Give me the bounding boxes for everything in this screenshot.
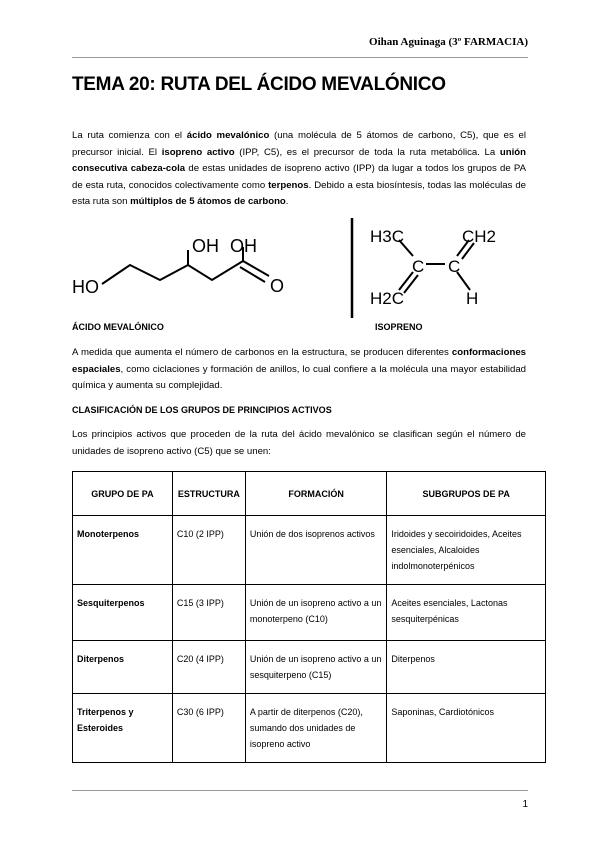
table-cell: Sesquiterpenos: [73, 585, 173, 641]
isoprene-c2-label: C: [448, 257, 461, 276]
section-heading: CLASIFICACIÓN DE LOS GRUPOS DE PRINCIPIOS ACTIVOS: [72, 405, 332, 415]
table-row: [73, 694, 546, 763]
table-header-cell: GRUPO DE PA: [73, 472, 173, 516]
intro-paragraph: La ruta comienza con el ácido mevalónico (una molécula de 5 átomos de carbono, C5), que es el precursor inicial. El isopreno activo (IPP, C5), es el precursor de toda la ruta metabólica. La unión consecutiva cabeza-cola de estas unidades de isopreno activo (IPP) da lugar a todos los grupos de PA de esta ruta, conocidos colectivamente como terpenos. Debido a esta biosíntesis, todas las moléculas de esta ruta son múltiplos de 5 átomos de carbono.: [72, 130, 527, 207]
classification-paragraph: Los principios activos que proceden de la ruta del ácido mevalónico se clasifican según el número de unidades de isopreno activo (C5) que se unen:: [72, 429, 526, 457]
table-header-cell: ESTRUCTURA: [172, 472, 245, 516]
table-cell: Diterpenos: [387, 641, 546, 694]
mevalonic-ho-label: HO: [72, 277, 99, 297]
footer-divider: [72, 790, 528, 791]
table-cell: Monoterpenos: [73, 516, 173, 585]
isoprene-c1-label: C: [412, 257, 425, 276]
table-cell: Aceites esenciales, Lactonas sesquiterpénicas: [387, 585, 546, 641]
mevalonic-oh-label-2: OH: [230, 236, 257, 256]
table-header-cell: FORMACIÓN: [245, 472, 387, 516]
chemical-structures: [72, 214, 528, 324]
table-row: [73, 516, 546, 585]
table-row: [73, 585, 546, 641]
table-row: [73, 641, 546, 694]
table-cell: A partir de diterpenos (C20), sumando dos unidades de isopreno activo: [245, 694, 387, 763]
classification-table: [72, 471, 546, 763]
isoprene-structure: [370, 227, 496, 308]
table-header-row: [73, 472, 546, 516]
isoprene-ch2-label: CH2: [462, 227, 497, 246]
table-cell: C10 (2 IPP): [172, 516, 245, 585]
mevalonic-oh-label-1: OH: [192, 236, 219, 256]
table-cell: Unión de un isopreno activo a un monoterpeno (C10): [245, 585, 387, 641]
isoprene-h-label: H: [466, 289, 479, 308]
page-title: TEMA 20: RUTA DEL ÁCIDO MEVALÓNICO: [72, 74, 446, 95]
isoprene-h3c-label: H3C: [370, 227, 405, 246]
table-cell: C30 (6 IPP): [172, 694, 245, 763]
table-cell: Iridoides y secoiridoides, Aceites esenciales, Alcaloides indolmonoterpénicos: [387, 516, 546, 585]
table-cell: Triterpenos y Esteroides: [73, 694, 173, 763]
table-cell: C20 (4 IPP): [172, 641, 245, 694]
table-cell: C15 (3 IPP): [172, 585, 245, 641]
table-cell: Unión de un isopreno activo a un sesquiterpeno (C15): [245, 641, 387, 694]
mevalonic-o-label: O: [270, 276, 285, 296]
table-header-cell: SUBGRUPOS DE PA: [387, 472, 546, 516]
isoprene-caption: ISOPRENO: [375, 322, 423, 332]
mevalonic-acid-structure: [72, 236, 284, 297]
page-number: 1: [522, 799, 528, 810]
conformations-paragraph: A medida que aumenta el número de carbonos en la estructura, se producen diferentes conformaciones espaciales, como ciclaciones y formación de anillos, lo cual confiere a la molécula una mayor estabilidad química y aumenta su complejidad.: [72, 347, 526, 391]
table-cell: Unión de dos isoprenos activos: [245, 516, 387, 585]
header-divider: [72, 57, 528, 58]
mevalonic-acid-caption: ÁCIDO MEVALÓNICO: [72, 322, 164, 332]
table-cell: Saponinas, Cardiotónicos: [387, 694, 546, 763]
header-author: Oihan Aguinaga (3º FARMACIA): [369, 36, 528, 48]
isoprene-h2c-label: H2C: [370, 289, 405, 308]
table-cell: Diterpenos: [73, 641, 173, 694]
